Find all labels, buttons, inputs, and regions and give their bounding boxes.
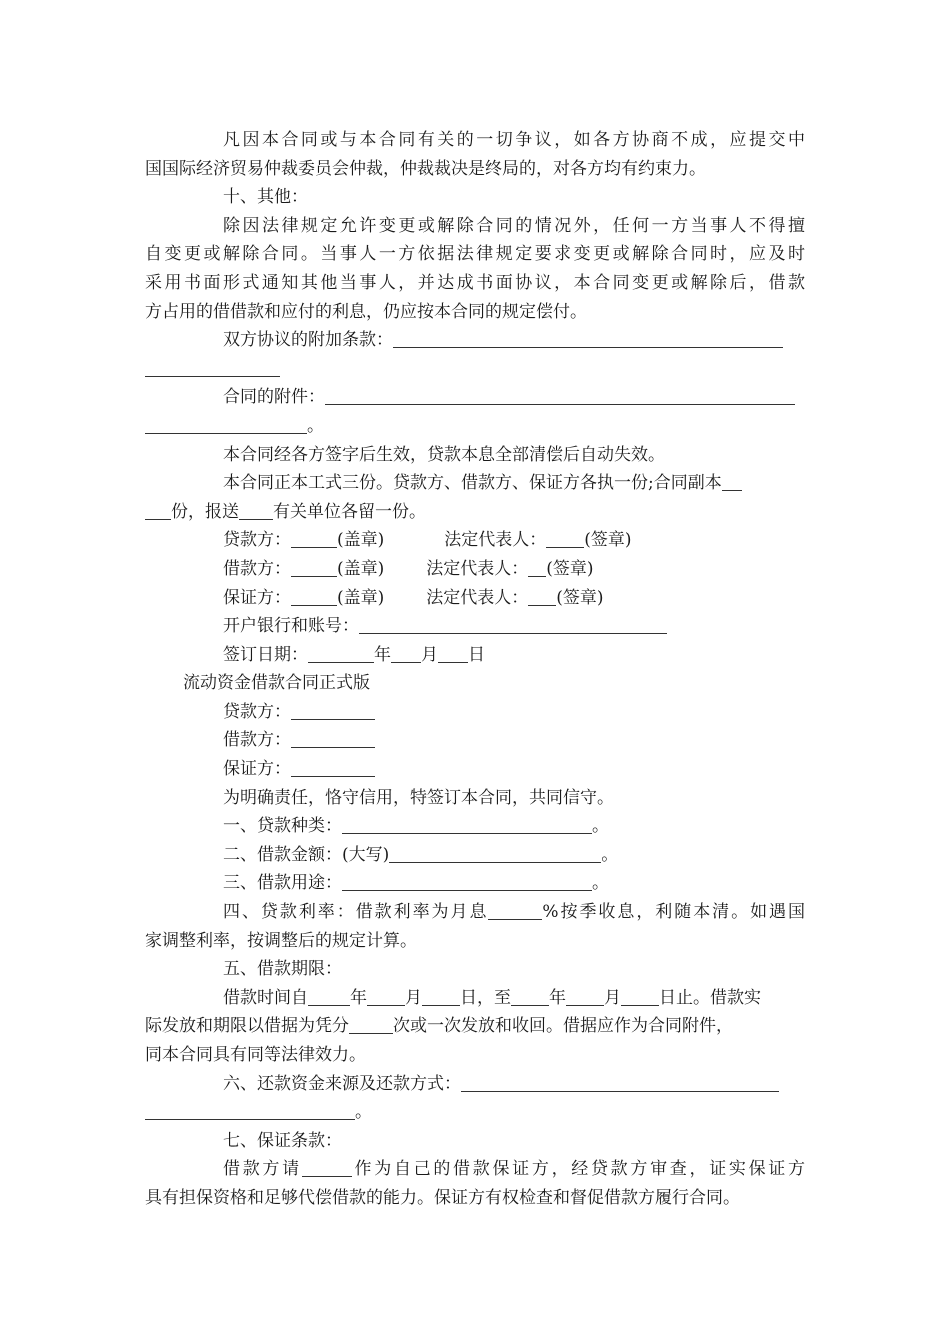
repayment-label: 六、还款资金来源及还款方式： [223,1073,461,1094]
party-guarantor-line [145,755,805,784]
additional-terms-blank-cont[interactable] [145,358,280,377]
seal-label: (盖章) [337,587,385,608]
lender-blank[interactable] [291,529,337,548]
paragraph-line: 自变更或解除合同。当事人一方依据法律规定要求变更或解除合同时，应及时 [145,244,805,265]
guarantor-blank[interactable] [291,587,337,606]
paragraph-line: 凡因本合同或与本合同有关的一切争议，如各方协商不成，应提交中 [223,130,805,150]
legal-rep-blank[interactable] [528,558,546,577]
loan-purpose-blank[interactable] [342,872,592,891]
day-blank[interactable] [438,644,468,663]
copies-count-blank[interactable] [722,472,742,491]
paragraph-line: 同本合同具有同等法律效力。 [145,1045,366,1065]
year-label: 年 [549,987,566,1008]
section-heading: 七、保证条款： [223,1130,342,1151]
start-day-blank[interactable] [422,987,460,1006]
loan-type-label: 一、贷款种类： [223,816,342,837]
legal-rep-blank[interactable] [528,587,556,606]
signature-lender [145,526,805,555]
paragraph-line: 采用书面形式通知其他当事人，并达成书面协议，本合同变更或解除后，借款 [145,272,805,293]
paragraph-line: 家调整利率，按调整后的规定计算。 [145,930,417,951]
year-blank[interactable] [308,644,374,663]
legal-rep-blank[interactable] [546,529,584,548]
bank-account-label: 开户银行和账号： [223,616,359,637]
copies-text: 本合同正本工式三份。贷款方、借款方、保证方各执一份;合同副本 [223,473,722,494]
interest-rate-text-2: %按季收息，利随本清。如遇国 [542,902,805,923]
paragraph-line: 除因法律规定允许变更或解除合同的情况外，任何一方当事人不得擅 [223,215,805,236]
repayment-blank[interactable] [461,1073,779,1092]
seal-label: (盖章) [337,558,385,579]
copies-text-2b: 有关单位各留一份。 [273,501,426,522]
clause-repayment [145,1070,805,1099]
copies-recipient-blank[interactable] [239,501,273,520]
intro-line: 为明确责任，恪守信用，特签订本合同，共同信守。 [223,787,614,808]
guarantor-label: 保证方： [223,587,291,608]
borrower-label: 借款方： [223,558,291,579]
document-body [145,126,805,1213]
party-borrower-label: 借款方： [223,730,291,751]
party-borrower-blank[interactable] [291,729,375,748]
guarantor-name-blank[interactable] [302,1158,352,1177]
sign-seal-label: (签章) [546,558,594,579]
interest-rate-text: 四、贷款利率：借款利率为月息 [223,902,489,923]
term-text: 次或一次发放和收回。借据应作为合同附件， [393,1016,733,1037]
signature-borrower [145,555,805,584]
interest-rate-blank[interactable] [488,901,542,920]
loan-type-blank[interactable] [342,815,592,834]
month-blank[interactable] [391,644,421,663]
term-text: 借款时间自 [223,987,308,1008]
sign-seal-label: (签章) [556,587,604,608]
lender-label: 贷款方： [223,530,291,551]
start-month-blank[interactable] [367,987,405,1006]
additional-terms-label: 双方协议的附加条款： [223,330,393,351]
attachments-blank-cont[interactable] [145,415,307,434]
attachments-line [145,383,805,412]
section-heading: 五、借款期限： [223,959,342,980]
copies-line-2 [145,498,805,527]
clause-loan-type [145,812,805,841]
guarantee-line [145,1155,805,1184]
clause-end: 。 [592,873,609,894]
month-label: 月 [604,987,621,1008]
legal-rep-label: 法定代表人： [426,558,529,579]
term-text-end: 日止。借款实 [659,987,761,1008]
additional-terms-blank[interactable] [393,329,783,348]
attachments-label: 合同的附件： [223,387,325,408]
second-contract-title: 流动资金借款合同正式版 [183,673,370,694]
section-heading: 十、其他： [223,187,308,208]
additional-terms-continuation [145,355,805,384]
day-label: 日 [468,644,485,665]
end-month-blank[interactable] [566,987,604,1006]
start-year-blank[interactable] [308,987,350,1006]
loan-term-line-2 [145,1012,805,1041]
signature-guarantor [145,584,805,613]
copies-count-blank-cont[interactable] [145,501,171,520]
party-lender-blank[interactable] [291,701,375,720]
bank-account-line [145,612,805,641]
party-guarantor-blank[interactable] [291,758,375,777]
seal-label: (盖章) [337,530,385,551]
clause-end: 。 [355,1102,372,1123]
party-borrower-line [145,726,805,755]
party-lender-line [145,698,805,727]
clause-repayment-continuation [145,1098,805,1127]
legal-rep-label: 法定代表人： [444,530,547,551]
clause-interest-rate [145,898,805,927]
copies-text-2a: 份，报送 [171,501,239,522]
sign-seal-label: (签章) [584,530,632,551]
guarantee-text: 借款方请 [223,1159,302,1180]
paragraph-line: 国国际经济贸易仲裁委员会仲裁，仲裁裁决是终局的，对各方均有约束力。 [145,158,706,179]
loan-purpose-label: 三、借款用途： [223,873,342,894]
clause-loan-amount [145,841,805,870]
day-label: 日，至 [460,987,511,1008]
copies-line [145,469,805,498]
signing-date-line [145,641,805,670]
clause-end: 。 [592,816,609,837]
signing-date-label: 签订日期： [223,644,308,665]
additional-terms-line [145,326,805,355]
term-text: 际发放和期限以借据为凭分 [145,1016,349,1037]
installments-blank[interactable] [349,1015,393,1034]
end-day-blank[interactable] [621,987,659,1006]
guarantee-text-2: 作为自己的借款保证方，经贷款方审查，证实保证方 [351,1159,805,1180]
year-label: 年 [374,644,391,665]
month-label: 月 [405,987,422,1008]
bank-account-blank[interactable] [359,615,667,634]
attachments-end: 。 [307,415,324,436]
party-guarantor-label: 保证方： [223,759,291,780]
paragraph-line: 具有担保资格和足够代偿借款的能力。保证方有权检查和督促借款方履行合同。 [145,1187,740,1208]
end-year-blank[interactable] [511,987,549,1006]
attachments-continuation [145,412,805,441]
loan-amount-blank[interactable] [389,844,601,863]
effectiveness-line: 本合同经各方签字后生效，贷款本息全部清偿后自动失效。 [223,444,665,465]
borrower-blank[interactable] [291,558,337,577]
loan-amount-label: 二、借款金额：(大写) [223,844,390,865]
legal-rep-label: 法定代表人： [426,587,529,608]
paragraph-line: 方占用的借借款和应付的利息，仍应按本合同的规定偿付。 [145,301,587,322]
attachments-blank[interactable] [325,386,795,405]
clause-end: 。 [601,844,619,865]
loan-term-line [145,984,805,1013]
month-label: 月 [421,644,438,665]
clause-loan-purpose [145,869,805,898]
party-lender-label: 贷款方： [223,701,291,722]
year-label: 年 [350,987,367,1008]
repayment-blank-cont[interactable] [145,1101,355,1120]
